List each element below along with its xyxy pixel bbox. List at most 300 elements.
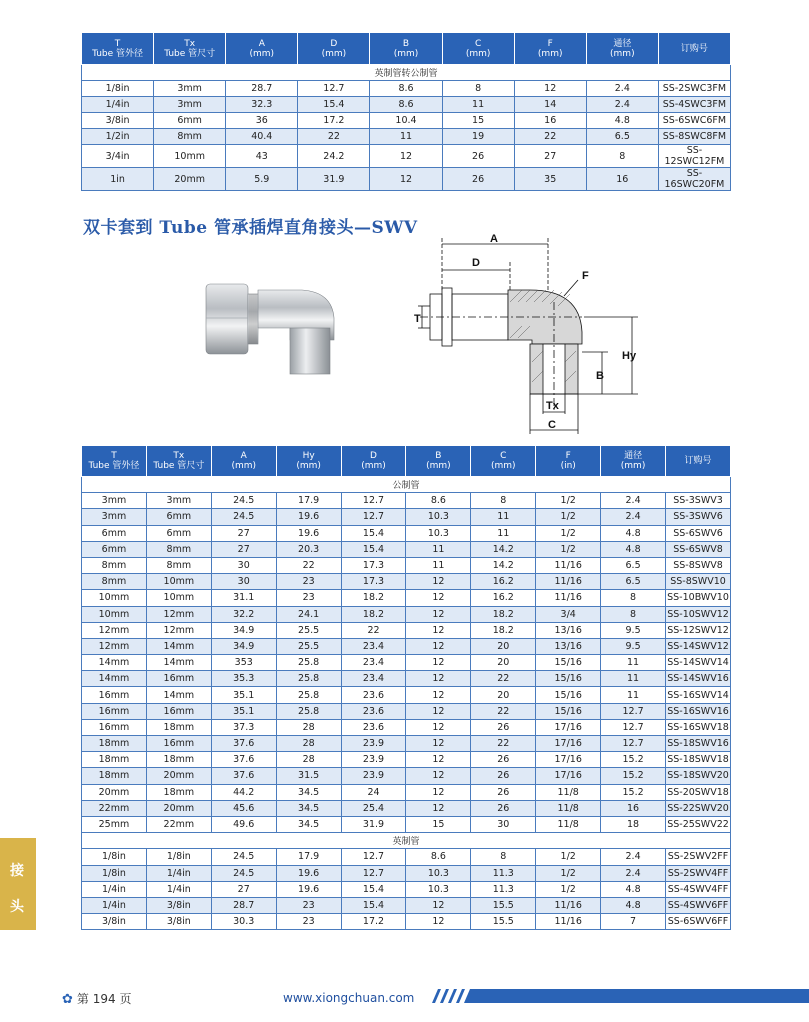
table-cell: 23	[276, 590, 341, 606]
table-cell: 10.3	[406, 881, 471, 897]
table-cell: 30	[471, 816, 536, 832]
table-cell: 8mm	[82, 557, 147, 573]
table-cell: 6mm	[146, 525, 211, 541]
table-cell: 4.8	[601, 541, 666, 557]
column-header	[442, 33, 514, 65]
table-cell: 12	[406, 736, 471, 752]
table-cell: 11.3	[471, 865, 536, 881]
table-cell: 19.6	[276, 865, 341, 881]
table-cell: 1/8in	[146, 849, 211, 865]
column-header	[586, 33, 658, 65]
table-row	[82, 881, 731, 897]
table-cell: 15.5	[471, 897, 536, 913]
table-cell: 2.4	[601, 509, 666, 525]
table-cell: 8mm	[146, 557, 211, 573]
table-cell: 15.4	[341, 541, 406, 557]
table-cell: 35.3	[211, 671, 276, 687]
table-cell: 4.8	[601, 525, 666, 541]
table-cell: 3mm	[154, 97, 226, 113]
table-cell: 15.5	[471, 914, 536, 930]
column-header	[298, 33, 370, 65]
table-cell: 27	[514, 145, 586, 168]
table-cell: SS-16SWC20FM	[658, 168, 730, 191]
section-row	[82, 833, 731, 849]
table-cell: 16.2	[471, 590, 536, 606]
table-cell: SS-12SWV12	[666, 622, 731, 638]
table-cell: 23.4	[341, 655, 406, 671]
table-cell: 18mm	[82, 736, 147, 752]
table-cell: 1/2	[536, 881, 601, 897]
footer-stripe-bar	[428, 989, 809, 1003]
table-cell: 15.2	[601, 784, 666, 800]
table-cell: 14mm	[146, 638, 211, 654]
table-cell: 3/4	[536, 606, 601, 622]
table-cell: 11	[601, 655, 666, 671]
table-cell: 18.2	[471, 622, 536, 638]
table-cell: 28.7	[211, 897, 276, 913]
table-cell: 15/16	[536, 687, 601, 703]
table-cell: 16mm	[146, 671, 211, 687]
table-cell: 17.2	[298, 113, 370, 129]
table-cell: SS-16SWV18	[666, 719, 731, 735]
table-cell: 24.5	[211, 849, 276, 865]
column-header-unit: (mm)	[393, 48, 419, 59]
table-cell: 12	[514, 81, 586, 97]
column-header	[406, 446, 471, 477]
table-cell: 34.9	[211, 622, 276, 638]
table-cell: 26	[471, 719, 536, 735]
table-cell: 8	[471, 849, 536, 865]
table-cell: 22	[471, 736, 536, 752]
table-cell: 14mm	[146, 687, 211, 703]
table-cell: 18mm	[146, 784, 211, 800]
table-cell: 15.4	[341, 525, 406, 541]
table-cell: 12	[406, 719, 471, 735]
column-header-unit: (mm)	[426, 461, 451, 471]
table-cell: SS-14SWV14	[666, 655, 731, 671]
table-cell: 20mm	[82, 784, 147, 800]
column-header-unit: (mm)	[465, 48, 491, 59]
table-cell: 31.1	[211, 590, 276, 606]
table-cell: 12mm	[82, 622, 147, 638]
table-cell: 24.2	[298, 145, 370, 168]
table-cell: 26	[471, 800, 536, 816]
table-cell: 24.1	[276, 606, 341, 622]
table-cell: 12	[406, 638, 471, 654]
column-header	[211, 446, 276, 477]
table-cell: 19.6	[276, 509, 341, 525]
table-cell: 13/16	[536, 638, 601, 654]
table-cell: 22	[276, 557, 341, 573]
table-cell: SS-12SWC12FM	[658, 145, 730, 168]
table-cell: 40.4	[226, 129, 298, 145]
column-header	[471, 446, 536, 477]
table-cell: SS-10SWV12	[666, 606, 731, 622]
spec-table-imperial-to-metric	[81, 32, 731, 191]
table-cell: 17.3	[341, 574, 406, 590]
table-cell: 20.3	[276, 541, 341, 557]
table-cell: 8	[442, 81, 514, 97]
table-cell: 11	[471, 525, 536, 541]
column-header-label: 订购号	[684, 456, 712, 466]
table-cell: 12.7	[298, 81, 370, 97]
table-cell: 12mm	[82, 638, 147, 654]
table-cell: 8	[601, 590, 666, 606]
table-cell: 10mm	[146, 574, 211, 590]
table-cell: 20mm	[146, 800, 211, 816]
table-cell: 2.4	[586, 81, 658, 97]
table-cell: 10mm	[154, 145, 226, 168]
table-cell: 30	[211, 574, 276, 590]
table-cell: 23.4	[341, 671, 406, 687]
table-cell: 2.4	[601, 493, 666, 509]
table-row	[82, 145, 731, 168]
table-cell: 25.4	[341, 800, 406, 816]
table-cell: 12	[406, 590, 471, 606]
table-cell: 11/8	[536, 816, 601, 832]
table-row	[82, 768, 731, 784]
table-cell: 17.2	[341, 914, 406, 930]
table-cell: 28	[276, 736, 341, 752]
label-tx: Tx	[546, 400, 559, 412]
label-a: A	[490, 233, 498, 245]
table-cell: 25mm	[82, 816, 147, 832]
table-row	[82, 703, 731, 719]
column-header-unit: (mm)	[231, 461, 256, 471]
table-cell: 12	[370, 168, 442, 191]
table-cell: SS-25SWV22	[666, 816, 731, 832]
table-cell: 14mm	[146, 655, 211, 671]
column-header-unit: (mm)	[537, 48, 563, 59]
column-header	[226, 33, 298, 65]
table-cell: 10mm	[82, 590, 147, 606]
label-b: B	[596, 370, 604, 382]
table-row	[82, 849, 731, 865]
table-cell: 30.3	[211, 914, 276, 930]
table-cell: 20mm	[146, 768, 211, 784]
table-cell: 15.4	[298, 97, 370, 113]
table-cell: SS-2SWC3FM	[658, 81, 730, 97]
table-cell: 2.4	[586, 97, 658, 113]
table-cell: 12.7	[341, 849, 406, 865]
table-row	[82, 81, 731, 97]
table-cell: 12	[370, 145, 442, 168]
section-label: 英制管转公制管	[82, 65, 731, 81]
table-cell: 37.6	[211, 752, 276, 768]
table-cell: 23.9	[341, 752, 406, 768]
table-cell: 12mm	[146, 606, 211, 622]
column-header-label: Tx	[184, 38, 196, 49]
table-cell: 10.3	[406, 509, 471, 525]
table-cell: SS-16SWV16	[666, 703, 731, 719]
table-cell: 19.6	[276, 881, 341, 897]
page-number	[62, 990, 131, 1007]
table-cell: 17/16	[536, 752, 601, 768]
table-cell: 9.5	[601, 622, 666, 638]
table-cell: 12	[406, 687, 471, 703]
column-header-label: F	[547, 38, 553, 49]
table-cell: 3mm	[82, 493, 147, 509]
table-row	[82, 574, 731, 590]
table-cell: 11	[471, 509, 536, 525]
label-t: T	[414, 313, 421, 325]
table-cell: 4.8	[601, 897, 666, 913]
table-cell: 25.5	[276, 622, 341, 638]
table-row	[82, 541, 731, 557]
column-header	[514, 33, 586, 65]
column-header	[154, 33, 226, 65]
column-header-unit: (in)	[560, 461, 576, 471]
table-cell: 16mm	[82, 703, 147, 719]
table-cell: 1/4in	[146, 881, 211, 897]
table-cell: 9.5	[601, 638, 666, 654]
table-row	[82, 816, 731, 832]
table-cell: 8.6	[406, 493, 471, 509]
label-d: D	[472, 257, 480, 269]
table-cell: 26	[471, 752, 536, 768]
table-cell: 12.7	[341, 493, 406, 509]
table-cell: 16mm	[146, 703, 211, 719]
table-cell: 36	[226, 113, 298, 129]
table-cell: 19.6	[276, 525, 341, 541]
table-cell: 26	[471, 768, 536, 784]
table-cell: SS-6SWC6FM	[658, 113, 730, 129]
table-cell: 26	[442, 168, 514, 191]
table-cell: 12	[406, 622, 471, 638]
table-cell: 24.5	[211, 493, 276, 509]
table-cell: 25.8	[276, 671, 341, 687]
table-cell: 25.8	[276, 655, 341, 671]
column-header-unit: Tube 管尺寸	[164, 48, 216, 59]
table-cell: 49.6	[211, 816, 276, 832]
table-cell: 18mm	[146, 752, 211, 768]
table-cell: 27	[211, 541, 276, 557]
table-cell: 3/8in	[82, 113, 154, 129]
table-cell: 12	[406, 800, 471, 816]
table-cell: 18mm	[82, 768, 147, 784]
column-header-unit: Tube 管外径	[88, 461, 140, 471]
table-cell: 23.6	[341, 687, 406, 703]
table-cell: 26	[442, 145, 514, 168]
table-cell: 4.8	[601, 881, 666, 897]
column-header-label: 通径	[624, 451, 643, 461]
table-cell: 34.5	[276, 784, 341, 800]
column-header	[146, 446, 211, 477]
table-cell: 14.2	[471, 541, 536, 557]
table-row	[82, 800, 731, 816]
table-cell: 23.4	[341, 638, 406, 654]
table-cell: 6mm	[82, 525, 147, 541]
table-cell: SS-6SWV8	[666, 541, 731, 557]
table-cell: 3mm	[82, 509, 147, 525]
table-cell: 12	[406, 784, 471, 800]
table-cell: SS-6SWV6	[666, 525, 731, 541]
table-cell: 12	[406, 752, 471, 768]
table-cell: 18mm	[82, 752, 147, 768]
table-cell: 11	[370, 129, 442, 145]
table-cell: 11	[406, 557, 471, 573]
table-cell: 11.3	[471, 881, 536, 897]
table-cell: SS-22SWV20	[666, 800, 731, 816]
table-cell: 15.2	[601, 768, 666, 784]
column-header-unit: (mm)	[620, 461, 646, 471]
column-header	[341, 446, 406, 477]
table-cell: 2.4	[601, 865, 666, 881]
table-cell: 6mm	[146, 509, 211, 525]
table-cell: 8mm	[82, 574, 147, 590]
table-cell: 6.5	[586, 129, 658, 145]
table-cell: 31.5	[276, 768, 341, 784]
table-cell: 14	[514, 97, 586, 113]
table-row	[82, 525, 731, 541]
table-cell: 17.9	[276, 849, 341, 865]
table-cell: 23	[276, 574, 341, 590]
table-cell: SS-4SWV6FF	[666, 897, 731, 913]
table-cell: 6.5	[601, 574, 666, 590]
table-cell: 12	[406, 768, 471, 784]
table-row	[82, 897, 731, 913]
table-cell: SS-18SWV18	[666, 752, 731, 768]
table-cell: 15/16	[536, 671, 601, 687]
table-cell: 37.6	[211, 768, 276, 784]
table-row	[82, 168, 731, 191]
column-header	[658, 33, 730, 65]
table-cell: 26	[471, 784, 536, 800]
table-cell: 34.9	[211, 638, 276, 654]
table-cell: 1/4in	[146, 865, 211, 881]
table-row	[82, 129, 731, 145]
table-cell: 1/2	[536, 525, 601, 541]
table-cell: 12	[406, 606, 471, 622]
column-header	[536, 446, 601, 477]
column-header-label: C	[474, 38, 482, 49]
table-cell: 3/8in	[82, 914, 147, 930]
table-cell: 20	[471, 687, 536, 703]
table-cell: 1/8in	[82, 849, 147, 865]
table-cell: SS-16SWV14	[666, 687, 731, 703]
table-cell: 20	[471, 638, 536, 654]
table-cell: 35	[514, 168, 586, 191]
table-row	[82, 638, 731, 654]
column-header-label: Tx	[173, 451, 185, 461]
column-header-label: A	[258, 38, 265, 49]
table-cell: 18	[601, 816, 666, 832]
table-cell: 6.5	[601, 557, 666, 573]
table-row	[82, 590, 731, 606]
table-cell: 17.3	[341, 557, 406, 573]
table-cell: 15.4	[341, 881, 406, 897]
table-cell: 1/2	[536, 849, 601, 865]
table-cell: 1/2	[536, 865, 601, 881]
column-header-unit: (mm)	[361, 461, 386, 471]
table-cell: 11/16	[536, 914, 601, 930]
section-label: 英制管	[82, 833, 731, 849]
table-cell: 25.5	[276, 638, 341, 654]
table-cell: 23.9	[341, 768, 406, 784]
table-cell: 6mm	[82, 541, 147, 557]
table-cell: 22	[471, 703, 536, 719]
column-header-label: Hy	[302, 451, 315, 461]
table-cell: 12	[406, 897, 471, 913]
table-cell: 1/2in	[82, 129, 154, 145]
table-cell: 12.7	[341, 509, 406, 525]
table-cell: 3mm	[154, 81, 226, 97]
table-row	[82, 557, 731, 573]
table-cell: 12	[406, 703, 471, 719]
table-cell: 11	[601, 671, 666, 687]
table-cell: 8.6	[406, 849, 471, 865]
table-cell: 28	[276, 719, 341, 735]
product-photo	[192, 278, 342, 378]
table-cell: SS-8SWV8	[666, 557, 731, 573]
table-cell: 8	[601, 606, 666, 622]
table-cell: 27	[211, 881, 276, 897]
table-cell: 32.2	[211, 606, 276, 622]
table-cell: 1/8in	[82, 865, 147, 881]
table-cell: SS-14SWV16	[666, 671, 731, 687]
table-cell: 8mm	[154, 129, 226, 145]
column-header	[370, 33, 442, 65]
side-tab	[0, 838, 36, 930]
section-row	[82, 65, 731, 81]
table-cell: 11	[406, 541, 471, 557]
label-hy: Hy	[622, 350, 637, 362]
table-cell: 17/16	[536, 719, 601, 735]
table-row	[82, 736, 731, 752]
table-cell: 43	[226, 145, 298, 168]
table-cell: 353	[211, 655, 276, 671]
table-cell: 12mm	[146, 622, 211, 638]
table-cell: 8mm	[146, 541, 211, 557]
table-cell: 25.8	[276, 703, 341, 719]
table-cell: 3/4in	[82, 145, 154, 168]
table-cell: 14mm	[82, 671, 147, 687]
table-cell: 22	[471, 671, 536, 687]
column-header-unit: (mm)	[249, 48, 275, 59]
table-cell: 16mm	[82, 719, 147, 735]
table-cell: 15	[406, 816, 471, 832]
table-row	[82, 655, 731, 671]
table-cell: 44.2	[211, 784, 276, 800]
flower-icon: ✿	[62, 992, 73, 1007]
table-row	[82, 97, 731, 113]
column-header-label: B	[435, 451, 442, 461]
table-row	[82, 113, 731, 129]
column-header-label: F	[565, 451, 571, 461]
table-cell: 11/8	[536, 784, 601, 800]
table-cell: 17/16	[536, 768, 601, 784]
table-cell: 22mm	[146, 816, 211, 832]
table-cell: SS-10BWV10	[666, 590, 731, 606]
column-header-label: B	[402, 38, 410, 49]
table-cell: 18.2	[471, 606, 536, 622]
table-cell: 28.7	[226, 81, 298, 97]
table-row	[82, 622, 731, 638]
table-cell: SS-14SWV12	[666, 638, 731, 654]
table-cell: 22	[298, 129, 370, 145]
table-row	[82, 493, 731, 509]
table-cell: 30	[211, 557, 276, 573]
table-cell: 22mm	[82, 800, 147, 816]
column-header-unit: (mm)	[321, 48, 347, 59]
table-cell: 34.5	[276, 816, 341, 832]
spec-table-swv	[81, 445, 731, 930]
table-cell: 23.9	[341, 736, 406, 752]
table-cell: 11/16	[536, 590, 601, 606]
table-cell: 13/16	[536, 622, 601, 638]
table-row	[82, 606, 731, 622]
table-cell: 1/2	[536, 493, 601, 509]
